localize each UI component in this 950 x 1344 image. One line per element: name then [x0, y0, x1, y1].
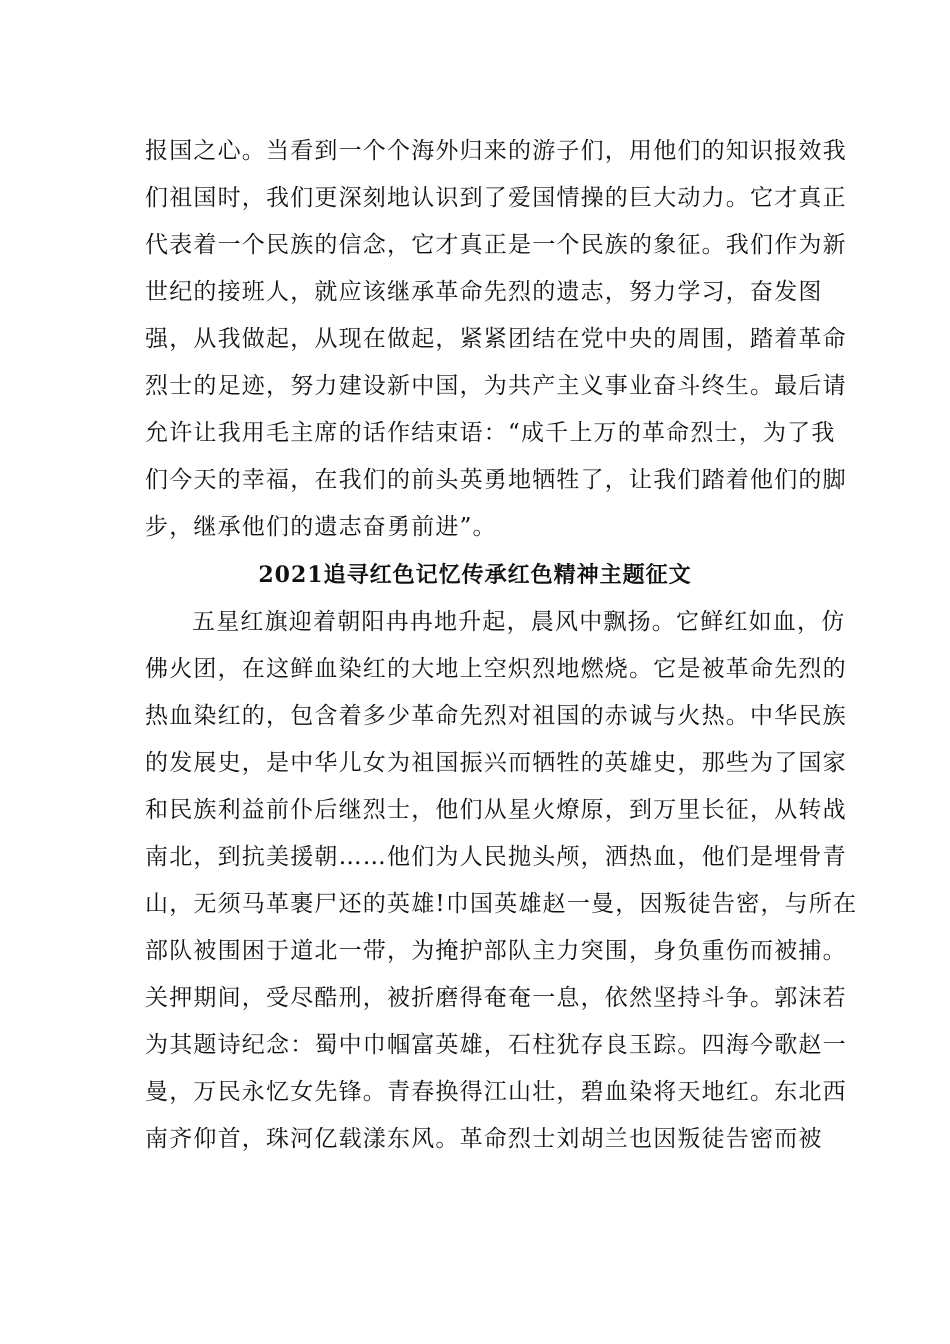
- paragraph-line: 代表着一个民族的信念，它才真正是一个民族的象征。我们作为新: [145, 232, 847, 258]
- paragraph-line: 南齐仰首，珠河亿载漾东风。革命烈士刘胡兰也因叛徒告密而被: [145, 1126, 823, 1152]
- paragraph-line: 热血染红的，包含着多少革命先烈对祖国的赤诚与火热。中华民族: [145, 703, 847, 729]
- paragraph-line: 烈士的足迹，努力建设新中国，为共产主义事业奋斗终生。最后请: [145, 373, 847, 399]
- paragraph-line: 允许让我用毛主席的话作结束语：“成千上万的革命烈士，为了我: [145, 420, 836, 446]
- paragraph-line: 和民族利益前仆后继烈士，他们从星火燎原，到万里长征，从转战: [145, 797, 847, 823]
- paragraph-line: 关押期间，受尽酷刑，被折磨得奄奄一息，依然坚持斗争。郭沫若: [145, 985, 847, 1011]
- paragraph-line: 报国之心。当看到一个个海外归来的游子们，用他们的知识报效我: [145, 138, 847, 164]
- paragraph-line: 南北，到抗美援朝……他们为人民抛头颅，洒热血，他们是埋骨青: [145, 844, 847, 870]
- paragraph-line: 佛火团，在这鲜血染红的大地上空炽烈地燃烧。它是被革命先烈的: [145, 656, 847, 682]
- paragraph-line: 为其题诗纪念：蜀中巾帼富英雄，石柱犹存良玉踪。四海今歌赵一: [145, 1032, 847, 1058]
- paragraph-line: 五星红旗迎着朝阳冉冉地升起，晨风中飘扬。它鲜红如血，仿: [192, 609, 846, 635]
- paragraph-line: 部队被围困于道北一带，为掩护部队主力突围，身负重伤而被捕。: [145, 938, 847, 964]
- paragraph-line: 山，无须马革裹尸还的英雄!巾国英雄赵一曼，因叛徒告密，与所在: [145, 891, 858, 917]
- paragraph-line: 世纪的接班人，就应该继承革命先烈的遗志，努力学习，奋发图: [145, 279, 823, 305]
- paragraph-line: 的发展史，是中华儿女为祖国振兴而牺牲的英雄史，那些为了国家: [145, 750, 847, 776]
- paragraph-line: 们祖国时，我们更深刻地认识到了爱国情操的巨大动力。它才真正: [145, 185, 847, 211]
- paragraph-line: 们今天的幸福，在我们的前头英勇地牺牲了，让我们踏着他们的脚: [145, 467, 847, 493]
- section-title: 2021追寻红色记忆传承红色精神主题征文: [258, 562, 692, 588]
- paragraph-line: 曼，万民永忆女先锋。青春换得江山壮，碧血染将天地红。东北西: [145, 1079, 847, 1105]
- paragraph-line: 强，从我做起，从现在做起，紧紧团结在党中央的周围，踏着革命: [145, 326, 847, 352]
- paragraph-line: 步，继承他们的遗志奋勇前进”。: [145, 514, 497, 540]
